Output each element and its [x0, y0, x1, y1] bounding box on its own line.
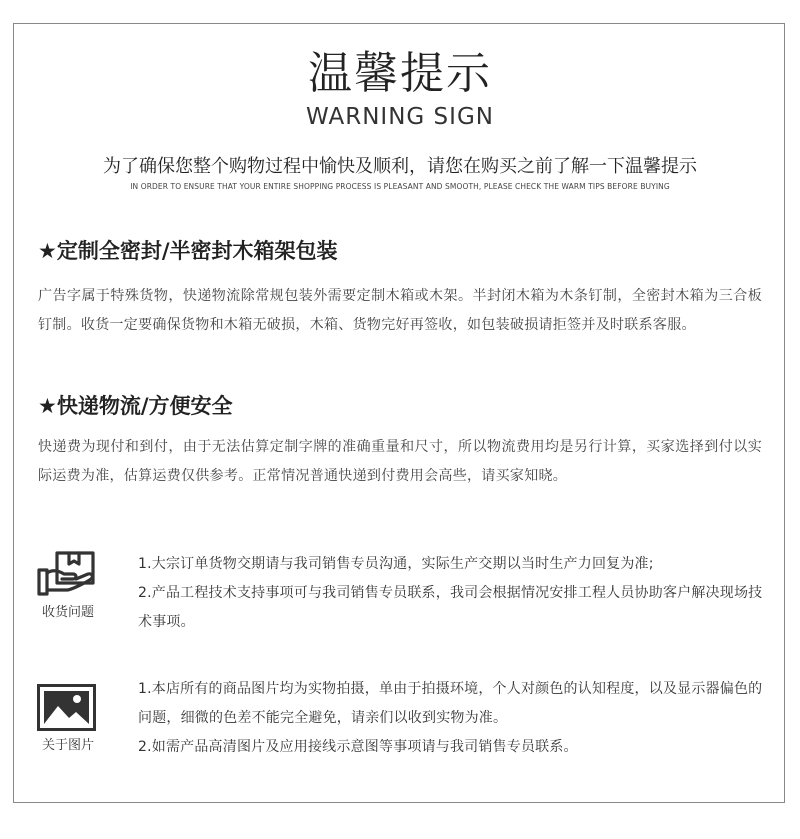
page-title: 温馨提示 [308, 48, 492, 99]
section-body-packaging: 广告字属于特殊货物，快递物流除常规包装外需要定制木箱或木架。半封闭木箱为木条钉制，全密封木箱为三合板钉制。收货一定要确保货物和木箱无破损，木箱、货物完好再签收，如包装破损请拒签并及时联系客服。 [38, 288, 762, 333]
info-line: 1.大宗订单货物交期请与我司销售专员沟通，实际生产交期以当时生产力回复为准; [138, 556, 654, 572]
info-label-pictures: 关于图片 [41, 738, 94, 753]
page-subtitle: WARNING SIGN [306, 104, 494, 130]
info-text-pictures [138, 675, 764, 762]
section-body-shipping: 快递费为现付和到付，由于无法估算定制字牌的准确重量和尺寸，所以物流费用均是另行计算，买家选择到付以实际运费为准，估算运费仅供参考。正常情况普通快递到付费用会高些，请买家知晓。 [38, 439, 762, 484]
section-heading-shipping: ★快递物流/方便安全 [38, 394, 233, 418]
info-line: 2.产品工程技术支持事项可与我司销售专员联系，我司会根据情况安排工程人员协助客户解决现场技术事项。 [138, 585, 763, 630]
intro-text-cn: 为了确保您整个购物过程中愉快及顺利，请您在购买之前了解一下温馨提示 [103, 156, 697, 177]
info-line: 2.如需产品高清图片及应用接线示意图等事项请与我司销售专员联系。 [138, 739, 578, 755]
section-heading-packaging: ★定制全密封/半密封木箱架包装 [38, 239, 338, 263]
picture-icon [37, 684, 99, 732]
info-label-receiving: 收货问题 [41, 605, 94, 620]
info-text-receiving [138, 550, 764, 637]
info-line: 1.本店所有的商品图片均为实物拍摄，单由于拍摄环境，个人对颜色的认知程度，以及显示器偏色的问题，细微的色差不能完全避免，请亲们以收到实物为准。 [138, 681, 763, 726]
intro-text-en: IN ORDER TO ENSURE THAT YOUR ENTIRE SHOPPING PROCESS IS PLEASANT AND SMOOTH, PLEASE CHECK THE WARM TIPS BEFORE BUYING [130, 182, 670, 191]
package-receive-icon [37, 550, 99, 598]
